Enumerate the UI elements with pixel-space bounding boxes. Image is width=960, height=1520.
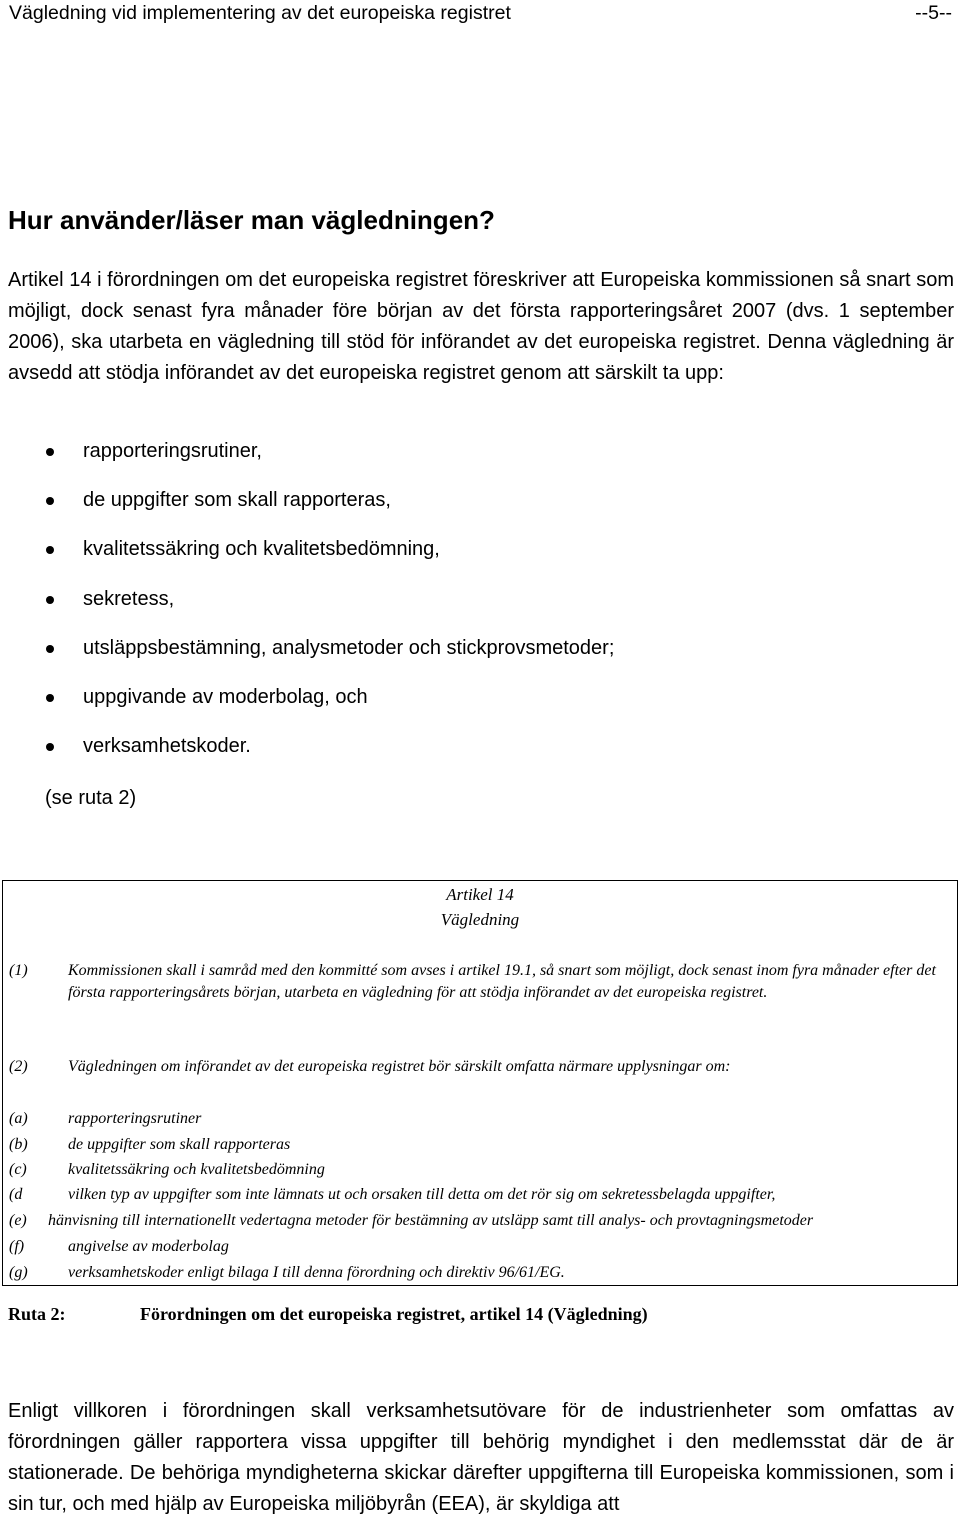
running-header-title: Vägledning vid implementering av det europeiska registret bbox=[9, 2, 511, 24]
bullet-icon bbox=[46, 497, 54, 505]
sub-item-letter: (a) bbox=[9, 1110, 28, 1127]
box-caption-label: Ruta 2: bbox=[8, 1304, 66, 1324]
list-item-text: rapporteringsrutiner, bbox=[83, 440, 262, 462]
sub-item-letter: (e) bbox=[9, 1212, 27, 1229]
article-title: Vägledning bbox=[440, 910, 520, 929]
sub-item-letter: (d bbox=[9, 1186, 23, 1203]
bullet-icon bbox=[46, 448, 54, 456]
sub-item-text: angivelse av moderbolag bbox=[68, 1238, 229, 1255]
sub-item-text: vilken typ av uppgifter som inte lämnats ut och orsaken till detta om det rör sig om sekretessbelagda uppgifter, bbox=[68, 1186, 776, 1203]
item-text: Vägledningen om införandet av det europeiska registret bör särskilt omfatta närmare upplysningar om: bbox=[68, 1058, 731, 1075]
page-number: --5-- bbox=[915, 2, 952, 24]
list-item bbox=[0, 488, 960, 537]
box-caption-text: Förordningen om det europeiska registret, artikel 14 (Vägledning) bbox=[140, 1304, 648, 1324]
sub-item-letter: (c) bbox=[9, 1161, 27, 1178]
sub-item-letter: (f) bbox=[9, 1238, 25, 1255]
topic-list bbox=[0, 439, 960, 783]
closing-paragraph: Enligt villkoren i förordningen skall verksamhetsutövare för de industrienheter som omfattas av förordningen gäller rapportera vissa uppgifter till behörig myndighet i den medlemsstat där de är stationerade. De behöriga myndigheterna skickar därefter uppgifterna till Europeiska kommissionen, som i sin tur, och med hjälp av Europeiska miljöbyrån (EEA), är skyldiga att bbox=[8, 1400, 954, 1515]
sub-item-text: kvalitetssäkring och kvalitetsbedömning bbox=[68, 1161, 325, 1178]
list-item bbox=[0, 734, 960, 783]
sub-item-text: hänvisning till internationellt vedertagna metoder för bestämning av utsläpp samt till analys- och provtagningsmetoder bbox=[48, 1212, 814, 1229]
list-item bbox=[0, 537, 960, 586]
sub-item-letter: (b) bbox=[9, 1136, 28, 1153]
list-item-text: utsläppsbestämning, analysmetoder och stickprovsmetoder; bbox=[83, 636, 615, 659]
bullet-icon bbox=[46, 694, 54, 702]
list-item bbox=[0, 587, 960, 636]
list-item-text: kvalitetssäkring och kvalitetsbedömning, bbox=[83, 538, 440, 561]
bullet-icon bbox=[46, 743, 54, 751]
bullet-icon bbox=[46, 596, 54, 604]
list-item-text: de uppgifter som skall rapporteras, bbox=[83, 489, 391, 512]
item-number: (2) bbox=[9, 1058, 28, 1075]
article-number: Artikel 14 bbox=[446, 885, 514, 904]
bullet-icon bbox=[46, 645, 54, 653]
article-box bbox=[2, 880, 958, 1286]
sub-item-letter: (g) bbox=[9, 1264, 28, 1281]
list-item-text: sekretess, bbox=[83, 587, 175, 610]
list-item bbox=[0, 685, 960, 734]
sub-item-text: de uppgifter som skall rapporteras bbox=[68, 1136, 291, 1153]
sub-item-text: rapporteringsrutiner bbox=[68, 1110, 202, 1127]
list-item bbox=[0, 636, 960, 685]
section-heading: Hur använder/läser man vägledningen? bbox=[8, 205, 495, 235]
list-item-text: uppgivande av moderbolag, och bbox=[83, 685, 368, 708]
intro-paragraph: Artikel 14 i förordningen om det europeiska registret föreskriver att Europeiska kommissionen så snart som möjligt, dock senast fyra månader före början av det första rapporteringsåret 2007 (dvs. 1 september 2006), ska utarbeta en vägledning till stöd för införandet av det europeiska registret. Denna vägledning är avsedd att stödja införandet av det europeiska registret genom att särskilt ta upp: bbox=[8, 269, 954, 384]
see-box-reference: (se ruta 2) bbox=[45, 787, 137, 809]
item-text: Kommissionen skall i samråd med den kommitté som avses i artikel 19.1, så snart som möjligt, dock senast inom fyra månader efter det första rapporteringsårets början, utarbeta en vägledning för att stödja införandet av det europeiska registret. bbox=[68, 962, 936, 1001]
list-item-text: verksamhetskoder. bbox=[83, 735, 251, 758]
bullet-icon bbox=[46, 546, 54, 554]
list-item bbox=[0, 439, 960, 488]
sub-item-text: verksamhetskoder enligt bilaga I till denna förordning och direktiv 96/61/EG. bbox=[68, 1264, 565, 1281]
item-number: (1) bbox=[9, 962, 28, 979]
